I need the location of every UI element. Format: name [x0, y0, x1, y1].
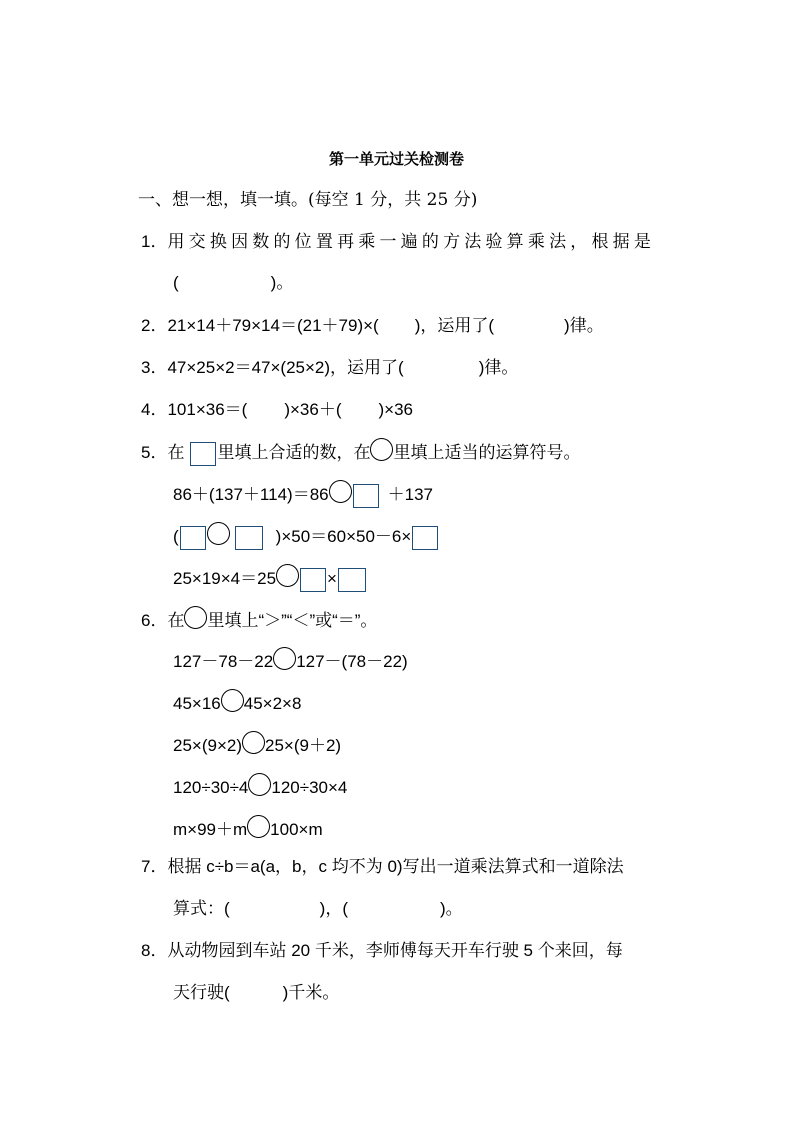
question-text: )×36 [378, 400, 414, 419]
question-text: )，运用了( [414, 316, 495, 335]
question-text: 从动物园到车站 20 千米，李师傅每天开车行驶 5 个来回，每 [167, 941, 623, 960]
question-8 [141, 939, 623, 963]
answer-circle[interactable] [242, 731, 265, 754]
question-5-line-1 [173, 483, 433, 507]
answer-circle[interactable] [276, 564, 299, 587]
question-number: 5． [141, 443, 168, 462]
answer-circle[interactable] [248, 773, 271, 796]
question-text: 根据 c÷b＝a(a，b，c 均不为 0)写出一道乘法算式和一道除法 [167, 857, 624, 876]
compare-row [173, 776, 347, 800]
question-7 [141, 855, 624, 879]
question-text: 21×14＋79×14＝(21＋79)×( [167, 316, 379, 335]
question-number: 6． [141, 611, 168, 630]
expression-text: 45×2×8 [243, 694, 302, 713]
question-1-blank-line [173, 271, 293, 295]
question-number: 1． [141, 232, 168, 251]
question-number: 8． [141, 941, 168, 960]
question-text: )×36＋( [284, 400, 342, 419]
question-text: 用交换因数的位置再乘一遍的方法验算乘法，根据是 [167, 232, 656, 251]
answer-box[interactable] [353, 484, 379, 508]
question-8-line-2 [173, 981, 339, 1005]
expression-text: 127－(78－22) [296, 652, 408, 671]
answer-box[interactable] [190, 442, 216, 466]
compare-row [173, 650, 408, 674]
expression-text: 25×19×4＝25 [173, 569, 277, 588]
expression-text: 86＋(137＋114)＝86 [173, 485, 329, 504]
question-5 [141, 441, 580, 465]
question-3 [141, 356, 518, 380]
question-text: )，( [319, 899, 348, 918]
question-text: 47×25×2＝47×(25×2)，运用了( [167, 358, 404, 377]
question-text: )。 [440, 899, 463, 918]
expression-text: × [327, 569, 337, 588]
question-text: 天行驶( [173, 983, 230, 1002]
answer-box[interactable] [300, 568, 326, 592]
expression-text: 127－78－22 [173, 652, 274, 671]
section-heading: 一、想一想，填一填。(每空 1 分，共 25 分) [138, 190, 478, 210]
question-7-line-2 [173, 897, 463, 921]
compare-row [173, 818, 323, 842]
answer-box[interactable] [412, 526, 438, 550]
expression-text: m×99＋m [173, 820, 248, 839]
answer-circle[interactable] [221, 689, 244, 712]
answer-box[interactable] [235, 526, 263, 550]
expression-text: ( [173, 527, 179, 546]
answer-blank-close: )。 [270, 273, 294, 292]
question-6 [141, 609, 377, 633]
answer-box[interactable] [180, 526, 206, 550]
compare-row [173, 692, 301, 716]
question-text: 里填上适当的运算符号。 [393, 443, 581, 462]
question-text: 里填上“＞”“＜”或“＝”。 [207, 611, 378, 630]
question-5-line-2 [173, 525, 439, 549]
question-number: 7． [141, 857, 168, 876]
question-text: 里填上合适的数，在 [217, 443, 371, 462]
question-4 [141, 398, 413, 422]
question-number: 2． [141, 316, 168, 335]
question-text: 101×36＝( [167, 400, 248, 419]
question-text: 在 [167, 443, 185, 462]
question-text: )律。 [564, 316, 604, 335]
expression-text: 120÷30×4 [271, 778, 348, 797]
expression-text: 100×m [270, 820, 323, 839]
answer-circle[interactable] [207, 522, 230, 545]
page-title: 第一单元过关检测卷 [328, 150, 464, 168]
expression-text: 45×16 [173, 694, 221, 713]
question-5-line-3 [173, 567, 367, 591]
question-number: 3． [141, 358, 168, 377]
expression-text: 25×(9×2) [173, 736, 242, 755]
answer-circle[interactable] [329, 480, 352, 503]
question-text: 在 [167, 611, 185, 630]
answer-circle[interactable] [273, 647, 296, 670]
compare-row [173, 734, 341, 758]
expression-text: 25×(9＋2) [265, 736, 342, 755]
question-text: )千米。 [282, 983, 340, 1002]
question-text: )律。 [478, 358, 519, 377]
question-text: 算式：( [173, 899, 230, 918]
answer-blank-open: ( [173, 273, 179, 292]
question-number: 4． [141, 400, 168, 419]
answer-box[interactable] [338, 568, 366, 592]
expression-text: )×50＝60×50－6× [275, 527, 412, 546]
expression-text: 120÷30÷4 [173, 778, 249, 797]
expression-text: ＋137 [387, 485, 433, 504]
answer-circle[interactable] [184, 606, 207, 629]
question-2 [141, 314, 604, 338]
answer-circle[interactable] [247, 815, 270, 838]
answer-circle[interactable] [370, 438, 393, 461]
question-1 [141, 230, 655, 254]
